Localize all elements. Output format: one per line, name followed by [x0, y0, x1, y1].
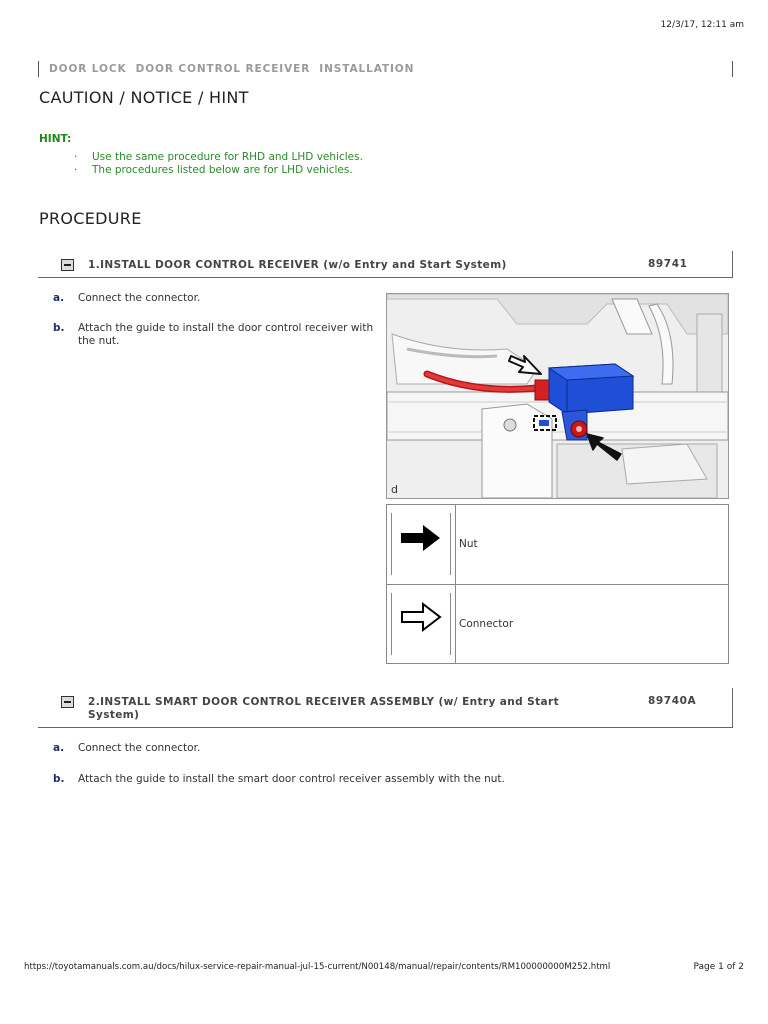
substep-letter: b.: [53, 322, 65, 334]
step-1-substep-b: [53, 322, 374, 348]
install-illustration-drawing: [387, 294, 728, 498]
caution-heading: CAUTION / NOTICE / HINT: [39, 88, 249, 107]
substep-text: Attach the guide to install the door control receiver with the nut.: [78, 322, 374, 347]
step-2-code: 89740A: [648, 695, 697, 707]
legend-row-connector: [387, 584, 728, 664]
footer-page-number: Page 1 of 2: [693, 962, 744, 972]
substep-letter: a.: [53, 742, 65, 754]
step-1-code: 89741: [648, 258, 688, 270]
legend-label-connector: Connector: [459, 618, 514, 630]
collapse-toggle-icon[interactable]: [61, 696, 74, 708]
hint-list: [74, 151, 363, 177]
footer-url[interactable]: https://toyotamanuals.com.au/docs/hilux-service-repair-manual-jul-15-current/N00148/manual/repair/contents/RM100000000M252.html: [24, 962, 611, 972]
solid-arrow-icon: [387, 505, 455, 584]
breadcrumb: [38, 61, 733, 77]
outline-arrow-icon: [387, 585, 455, 664]
substep-text: Attach the guide to install the smart door control receiver assembly with the nut.: [78, 773, 505, 785]
legend-row-nut: [387, 505, 728, 584]
hint-item-text: The procedures listed below are for LHD vehicles.: [92, 164, 353, 176]
hint-label: HINT:: [39, 133, 72, 145]
substep-text: Connect the connector.: [78, 292, 201, 304]
step-2-substep-b: [53, 773, 505, 786]
step-1-title: 1.INSTALL DOOR CONTROL RECEIVER (w/o Entry and Start System): [88, 259, 507, 271]
breadcrumb-right-divider: [732, 61, 733, 77]
step-1-substep-a: [53, 292, 373, 305]
procedure-heading: PROCEDURE: [39, 209, 142, 228]
collapse-toggle-icon[interactable]: [61, 259, 74, 271]
substep-letter: a.: [53, 292, 65, 304]
install-illustration: [386, 293, 729, 499]
hint-item-text: Use the same procedure for RHD and LHD vehicles.: [92, 151, 363, 163]
bullet-icon: ·: [74, 151, 78, 163]
step-2-header: [38, 688, 733, 728]
step-2-substep-a: [53, 742, 200, 755]
legend-label-nut: Nut: [459, 538, 478, 550]
substep-text: Connect the connector.: [78, 742, 201, 754]
legend-icon-cell: [387, 585, 456, 664]
figure-label: d: [391, 483, 398, 496]
breadcrumb-text[interactable]: DOOR LOCK DOOR CONTROL RECEIVER INSTALLATION: [49, 63, 415, 75]
step-1-header: [38, 251, 733, 278]
hint-item: [74, 164, 363, 177]
legend-icon-cell: [387, 505, 456, 584]
hint-item: [74, 151, 363, 164]
breadcrumb-left-divider: [38, 61, 39, 77]
substep-letter: b.: [53, 773, 65, 785]
step-2-title: 2.INSTALL SMART DOOR CONTROL RECEIVER ASSEMBLY (w/ Entry and Start System): [88, 696, 560, 721]
print-timestamp: 12/3/17, 12:11 am: [660, 20, 744, 30]
bullet-icon: ·: [74, 164, 78, 176]
legend-table: [386, 504, 729, 664]
